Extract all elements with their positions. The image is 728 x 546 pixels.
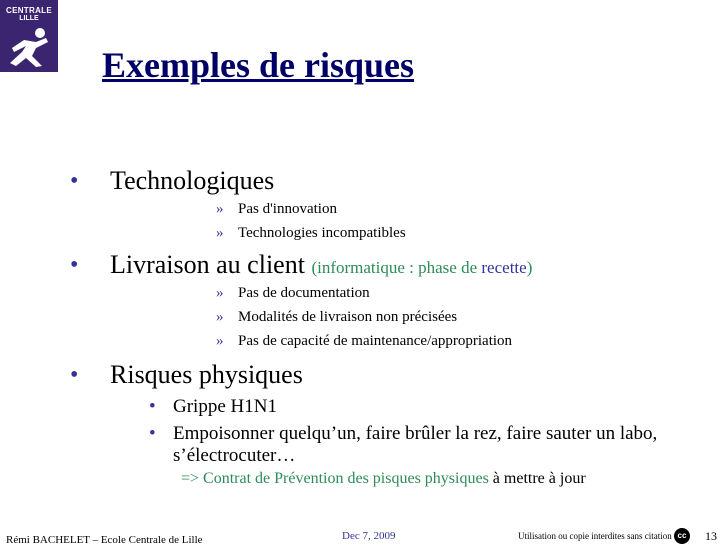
- action-line: => Contrat de Prévention des pisques physiques à mettre à jour: [181, 470, 586, 487]
- sub-item: • Empoisonner quelqu’un, faire brûler la rez, faire sauter un labo,: [149, 423, 658, 444]
- bullet-icon: •: [149, 423, 156, 444]
- chevron-icon: »: [216, 309, 224, 325]
- chevron-icon: »: [216, 201, 224, 217]
- section-heading-livraison: Livraison au client (informatique : phase de recette): [110, 250, 533, 279]
- chevron-icon: »: [216, 285, 224, 301]
- footer-rights: Utilisation ou copie interdites sans citation: [518, 531, 672, 541]
- sub-item: » Pas de documentation: [216, 285, 370, 301]
- sub-item: » Pas de capacité de maintenance/appropriation: [216, 333, 513, 349]
- sub-item-continuation: s’électrocuter…: [173, 445, 296, 466]
- logo-text-line2: LILLE: [19, 15, 39, 22]
- page-number: 13: [705, 529, 717, 543]
- bullet-icon: •: [70, 252, 79, 278]
- section-heading-technologiques: Technologiques: [110, 166, 275, 195]
- footer-date: Dec 7, 2009: [342, 530, 396, 542]
- runner-icon: [6, 26, 52, 68]
- chevron-icon: »: [216, 333, 224, 349]
- slide-title: Exemples de risques: [102, 45, 415, 85]
- bullet-icon: •: [70, 362, 79, 388]
- sub-item: » Technologies incompatibles: [216, 225, 406, 241]
- sub-item: » Modalités de livraison non précisées: [216, 309, 458, 325]
- sub-item: » Pas d'innovation: [216, 201, 337, 217]
- action-link[interactable]: => Contrat de Prévention des pisques physiques: [181, 470, 489, 487]
- section-aside: (informatique : phase de recette): [311, 258, 533, 277]
- sub-item: • Grippe H1N1: [149, 396, 277, 417]
- logo-text-line1: CENTRALE: [6, 6, 52, 15]
- bullet-icon: •: [149, 396, 156, 417]
- bullet-icon: •: [70, 168, 79, 194]
- chevron-icon: »: [216, 225, 224, 241]
- creative-commons-icon: cc: [674, 528, 690, 544]
- footer-author: Rémi BACHELET – Ecole Centrale de Lille: [6, 534, 203, 546]
- centrale-lille-logo: [0, 0, 58, 72]
- section-heading-risques-physiques: Risques physiques: [110, 360, 303, 389]
